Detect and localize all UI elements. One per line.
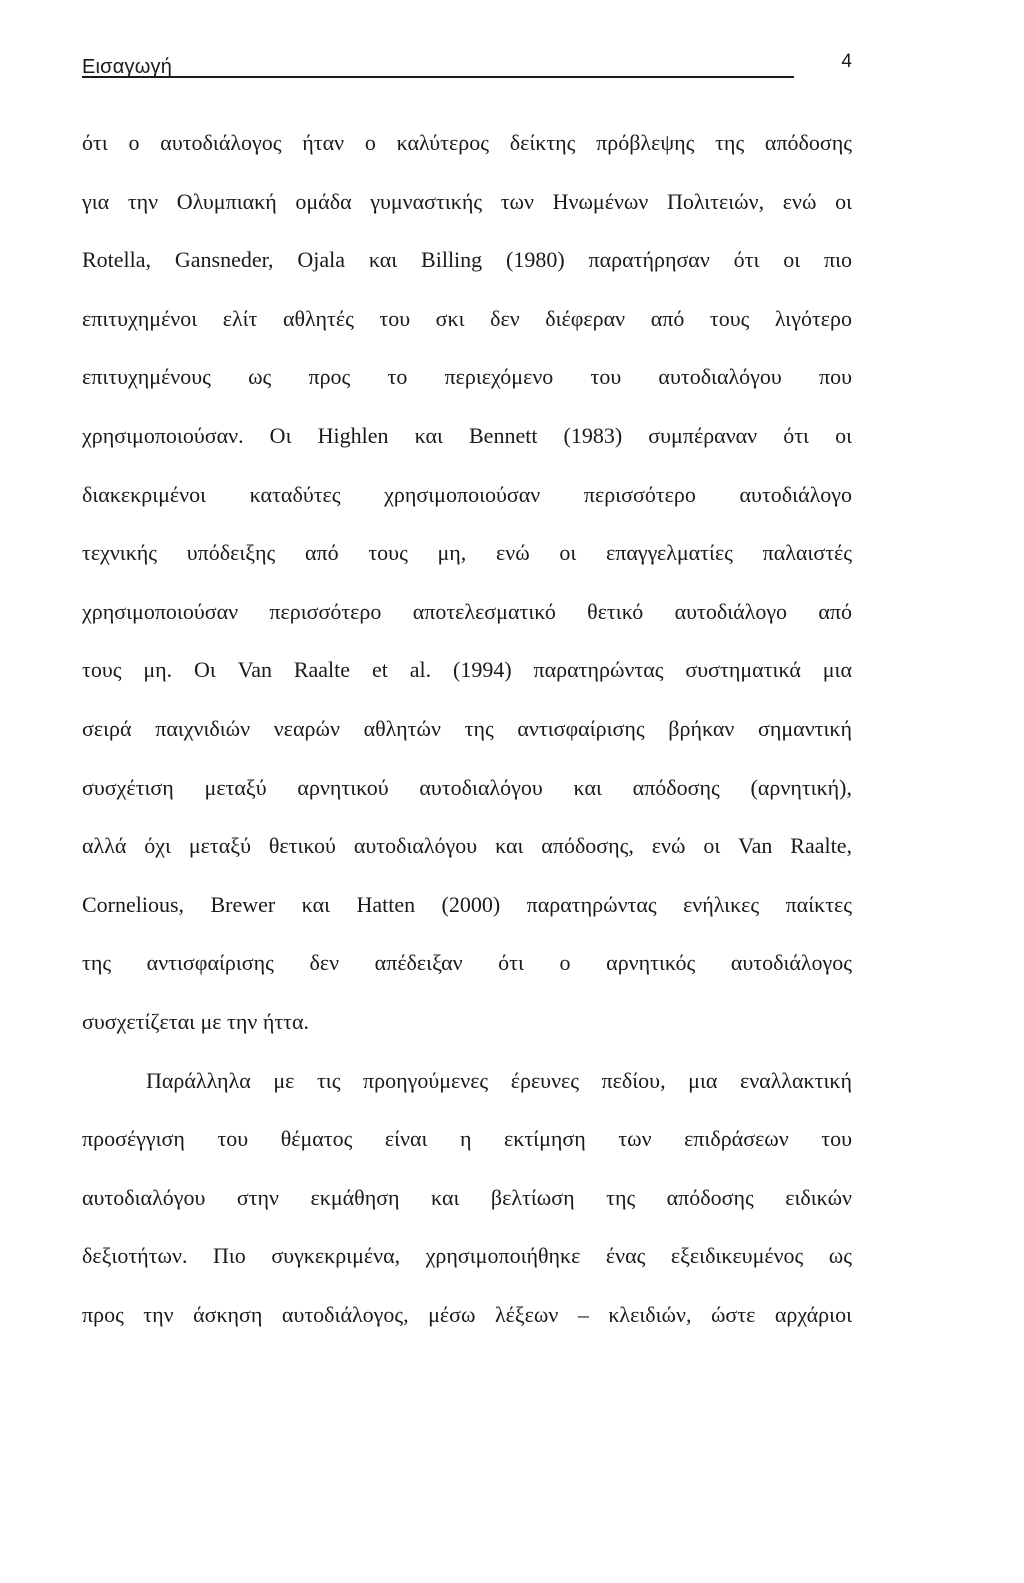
text-line: τεχνικής υπόδειξης από τους μη, ενώ οι επαγγελματίες παλαιστές — [82, 540, 852, 566]
paragraph-2 — [82, 1052, 852, 1345]
text-line: αυτοδιαλόγου στην εκμάθηση και βελτίωση της απόδοσης ειδικών — [82, 1184, 852, 1210]
page-header — [82, 52, 852, 82]
text-line: σειρά παιχνιδιών νεαρών αθλητών της αντισφαίρισης βρήκαν σημαντική — [82, 715, 852, 741]
text-line: τους μη. Οι Van Raalte et al. (1994) παρατηρώντας συστηματικά μια — [82, 657, 852, 683]
text-line: προσέγγιση του θέματος είναι η εκτίμηση των επιδράσεων του — [82, 1126, 852, 1152]
text-line: Rotella, Gansneder, Ojala και Billing (1980) παρατήρησαν ότι οι πιο — [82, 247, 852, 273]
text-line: χρησιμοποιούσαν. Οι Highlen και Bennett (1983) συμπέραναν ότι οι — [82, 422, 852, 448]
running-header-title: Εισαγωγή — [82, 56, 173, 78]
text-line: συσχετίζεται με την ήττα. — [82, 1008, 310, 1034]
text-line: διακεκριμένοι καταδύτες χρησιμοποιούσαν περισσότερο αυτοδιάλογο — [82, 481, 852, 507]
text-line: για την Ολυμπιακή ομάδα γυμναστικής των Ηνωμένων Πολιτειών, ενώ οι — [82, 188, 852, 214]
text-line: Παράλληλα με τις προηγούμενες έρευνες πεδίου, μια εναλλακτική — [146, 1067, 852, 1093]
text-line: επιτυχημένοι ελίτ αθλητές του σκι δεν διέφεραν από τους λιγότερο — [82, 305, 852, 331]
text-line: ότι ο αυτοδιάλογος ήταν ο καλύτερος δείκτης πρόβλεψης της απόδοσης — [82, 130, 852, 155]
header-rule — [82, 76, 794, 78]
text-line: συσχέτιση μεταξύ αρνητικού αυτοδιαλόγου και απόδοσης (αρνητική), — [82, 774, 852, 800]
paragraph-1 — [82, 114, 852, 1052]
text-line: αλλά όχι μεταξύ θετικού αυτοδιαλόγου και απόδοσης, ενώ οι Van Raalte, — [82, 833, 852, 859]
text-line: προς την άσκηση αυτοδιάλογος, μέσω λέξεων – κλειδιών, ώστε αρχάριοι — [82, 1301, 852, 1327]
text-line: της αντισφαίρισης δεν απέδειξαν ότι ο αρνητικός αυτοδιάλογος — [82, 950, 852, 976]
page-number: 4 — [841, 51, 852, 72]
text-line: Cornelious, Brewer και Hatten (2000) παρατηρώντας ενήλικες παίκτες — [82, 891, 852, 917]
text-line: δεξιοτήτων. Πιο συγκεκριμένα, χρησιμοποιήθηκε ένας εξειδικευμένος ως — [82, 1243, 852, 1269]
text-line: επιτυχημένους ως προς το περιεχόμενο του αυτοδιαλόγου που — [82, 364, 852, 390]
text-line: χρησιμοποιούσαν περισσότερο αποτελεσματικό θετικό αυτοδιάλογο από — [82, 598, 852, 624]
body-text — [82, 114, 852, 1344]
